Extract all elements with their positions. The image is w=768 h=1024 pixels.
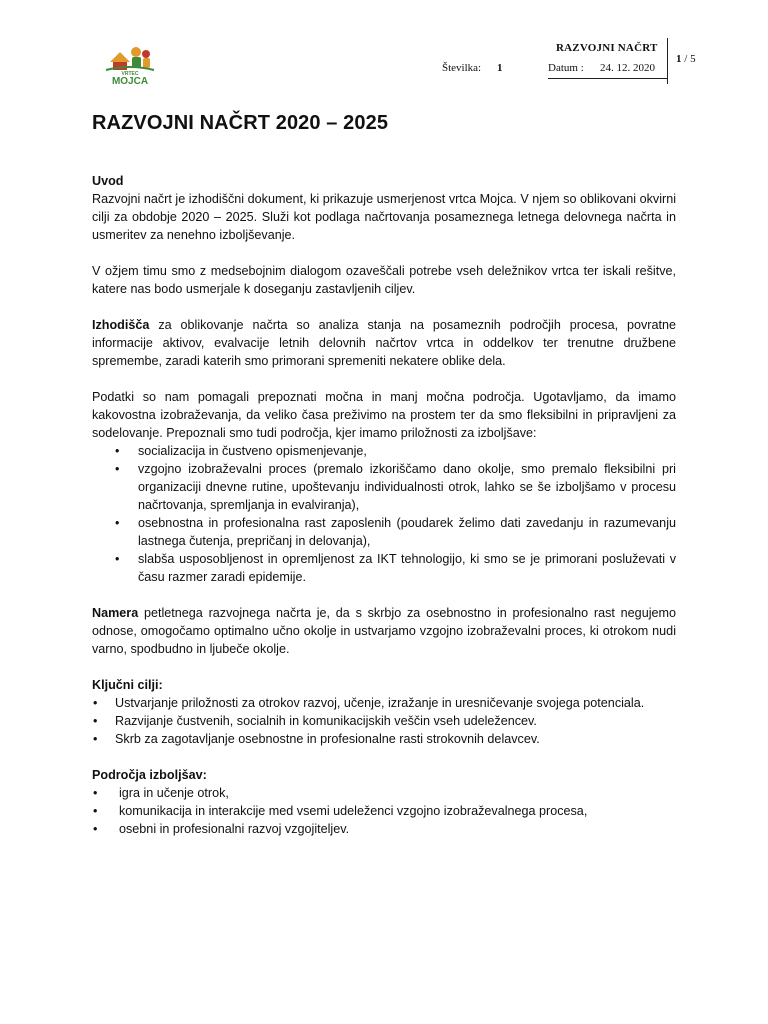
logo-text-vrtec: VRTEC <box>121 71 139 77</box>
section-izhodisca <box>92 316 676 370</box>
page-number <box>676 53 696 65</box>
bullet-icon: • <box>115 462 120 476</box>
logo-text-mojca: MOJCA <box>111 76 149 86</box>
uvod-heading: Uvod <box>92 174 124 188</box>
section-kljucni-cilji <box>92 676 676 748</box>
list-item <box>93 730 676 748</box>
list-item-text: osebni in profesionalni razvoj vzgojiteljev. <box>119 822 350 836</box>
section-tim <box>92 262 676 298</box>
document-title: RAZVOJNI NAČRT 2020 – 2025 <box>92 112 389 134</box>
list-item-text: komunikacija in interakcije med vsemi udeleženci vzgojno izobraževalnega procesa, <box>119 804 588 818</box>
izhodisca-lead: Izhodišča <box>92 318 150 332</box>
podatki-paragraph: Podatki so nam pomagali prepoznati močna in manj močna področja. Ugotavljamo, da imamo kakovostna izobraževanja, da veliko časa preživimo na prostem ter da smo fleksibilni in pripravljeni za sodelovanje. Prepoznali smo tudi področja, kjer imamo priložnosti za izboljšave: <box>92 390 676 440</box>
podrocja-list <box>92 784 676 838</box>
tim-paragraph: V ožjem timu smo z medsebojnim dialogom ozaveščali potrebe vseh deležnikov vrtca ter iskali rešitve, katere nas bodo usmerjale k doseganju zastavljenih ciljev. <box>92 264 676 296</box>
kljucni-cilji-list <box>92 694 676 748</box>
stevilka-label: Številka: <box>442 62 482 74</box>
namera-paragraph <box>92 604 676 658</box>
section-podatki <box>92 388 676 586</box>
stevilka-value: 1 <box>497 62 503 74</box>
section-uvod <box>92 172 676 244</box>
page-separator: / <box>681 53 691 65</box>
list-item <box>115 442 676 460</box>
list-item <box>115 550 676 586</box>
list-item <box>93 712 676 730</box>
document-body <box>92 172 676 838</box>
list-item <box>115 514 676 550</box>
header-title: RAZVOJNI NAČRT <box>556 42 658 54</box>
list-item <box>93 820 676 838</box>
list-item <box>93 694 676 712</box>
bullet-icon: • <box>93 804 98 818</box>
bullet-icon: • <box>115 516 120 530</box>
list-item-text: Skrb za zagotavljanje osebnostne in profesionalne rasti strokovnih delavcev. <box>115 732 540 746</box>
datum-value: 24. 12. 2020 <box>600 62 655 74</box>
izhodisca-text: za oblikovanje načrta so analiza stanja na posameznih področjih procesa, povratne informacije aktivov, evalvacije letnih delovnih načrtov vrtca in oddelkov ter trenutne družbene spremembe, zaradi katerih smo primorani spremeniti nekatere oblike dela. <box>92 318 676 368</box>
podrocja-heading: Področja izboljšav: <box>92 768 207 782</box>
list-item <box>93 784 676 802</box>
list-item <box>115 460 676 514</box>
bullet-icon: • <box>93 714 98 728</box>
bullet-icon: • <box>93 732 98 746</box>
namera-lead: Namera <box>92 606 139 620</box>
section-podrocja-izboljsav <box>92 766 676 838</box>
list-item-text: vzgojno izobraževalni proces (premalo izkoriščamo dano okolje, smo premalo fleksibilni pri organizaciji dnevne rutine, upoštevanju individualnosti otrok, lahko se še izboljšamo v procesu načrtovanja, spremljanja in evalviranja), <box>138 462 676 512</box>
vrtec-mojca-logo <box>102 40 158 86</box>
list-item-text: slabša usposobljenost in opremljenost za IKT tehnologijo, ki smo se je primorani posluževati v času razmer zaradi epidemije. <box>138 552 676 584</box>
list-item-text: osebnostna in profesionalna rast zaposlenih (poudarek želimo dati zavedanju in razumevanju lastnega čutenja, prepričanj in delovanja), <box>138 516 676 548</box>
bullet-icon: • <box>115 444 120 458</box>
bullet-icon: • <box>93 786 98 800</box>
list-item-text: Ustvarjanje priložnosti za otrokov razvoj, učenje, izražanje in uresničevanje svojega potenciala. <box>115 696 645 710</box>
list-item-text: igra in učenje otrok, <box>119 786 229 800</box>
bullet-icon: • <box>115 552 120 566</box>
podatki-list <box>92 442 676 586</box>
datum-label: Datum : <box>548 62 584 74</box>
kljucni-cilji-heading: Ključni cilji: <box>92 678 163 692</box>
list-item <box>93 802 676 820</box>
section-namera <box>92 604 676 658</box>
namera-text: petletnega razvojnega načrta je, da s skrbjo za osebnostno in profesionalno rast negujemo odnose, omogočamo optimalno učno okolje in ustvarjamo vzgojno izobraževalni proces, ki otrokom nudi varno, spodbudno in ljubeče okolje. <box>92 606 676 656</box>
uvod-paragraph: Razvojni načrt je izhodiščni dokument, ki prikazuje usmerjenost vrtca Mojca. V njem so oblikovani okvirni cilji za obdobje 2020 – 2025. Služi kot podlaga načrtovanja posameznega letnega delovnega načrta in usmeritev za nenehno izboljševanje. <box>92 192 676 242</box>
header-divider-horizontal <box>548 78 668 79</box>
bullet-icon: • <box>93 822 98 836</box>
list-item-text: socializacija in čustveno opismenjevanje, <box>138 444 367 458</box>
izhodisca-paragraph <box>92 316 676 370</box>
list-item-text: Razvijanje čustvenih, socialnih in komunikacijskih veščin vseh udeležencev. <box>115 714 537 728</box>
bullet-icon: • <box>93 696 98 710</box>
page-current: 1 <box>676 53 682 65</box>
page-total: 5 <box>690 53 696 65</box>
